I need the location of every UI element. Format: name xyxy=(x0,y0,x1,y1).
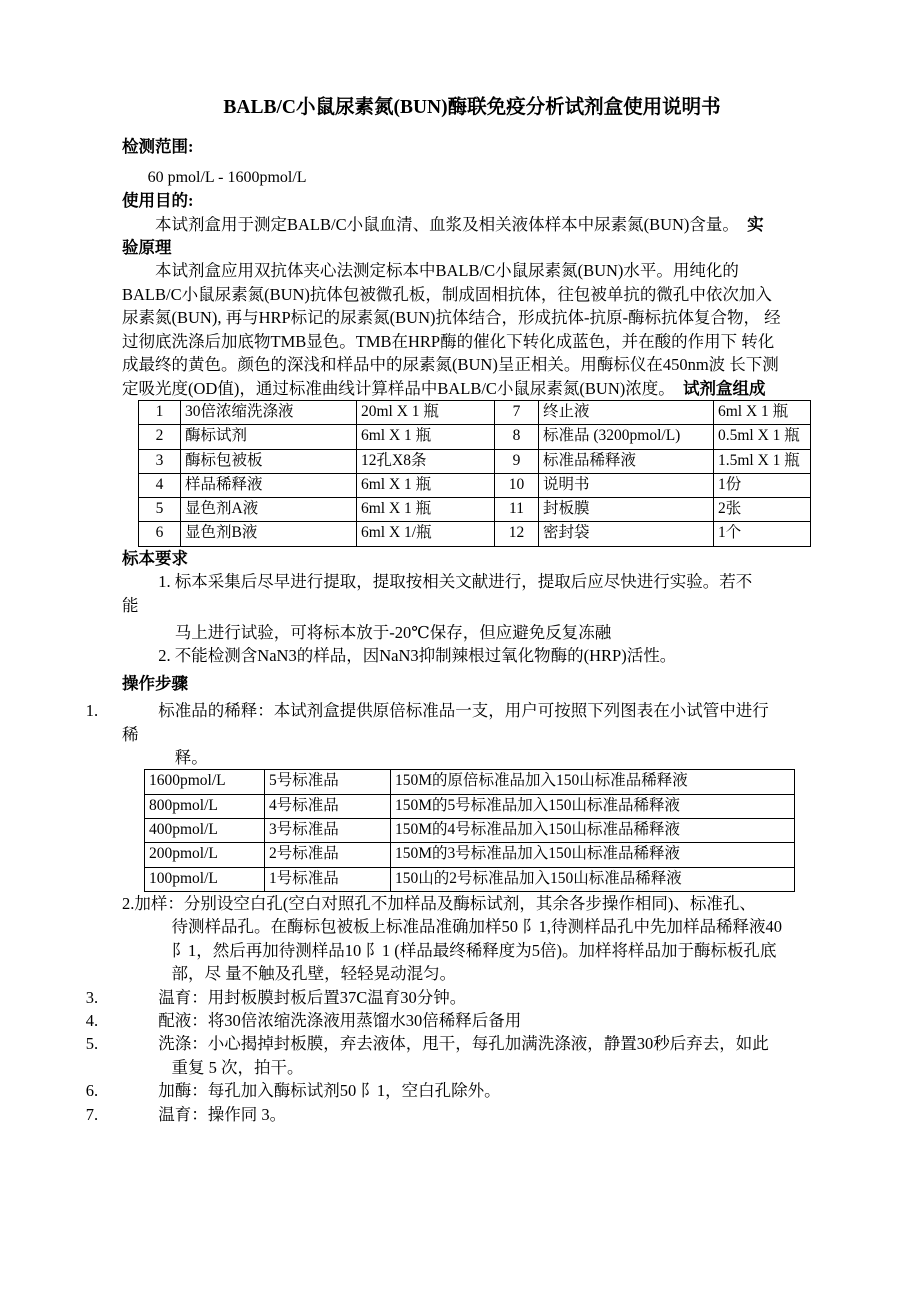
step-1-line2: 稀 xyxy=(122,724,139,744)
step-4-index: 4. xyxy=(85,1011,99,1030)
table-row xyxy=(139,425,811,449)
procedure-step-2 xyxy=(122,892,822,915)
kit-row-name-left: 显色剂B液 xyxy=(181,522,357,546)
std-row-conc: 800pmol/L xyxy=(145,794,265,818)
std-row-desc: 150山的2号标准品加入150山标准品稀释液 xyxy=(391,867,795,891)
step-2-line1: 加样：分别设空白孔(空白对照孔不加样品及酶标试剂，其余各步操作相同)、标准孔、 xyxy=(134,893,756,913)
detection-range-value: 60 pmol/L - 1600pmol/L xyxy=(147,168,307,186)
kit-row-name-right: 标准品稀释液 xyxy=(539,449,714,473)
principle-heading-part2: 验原理 xyxy=(122,238,172,258)
kit-composition-heading: 试剂盒组成 xyxy=(683,378,766,398)
kit-row-no-right: 8 xyxy=(495,425,539,449)
step-7-index: 7. xyxy=(85,1104,99,1124)
kit-row-no-left: 1 xyxy=(139,401,181,425)
table-row xyxy=(139,498,811,522)
table-row xyxy=(139,449,811,473)
step-2-line2: 待测样品孔。在酶标包被板上标准品准确加样50 阝1,待测样品孔中先加样品稀释液40 xyxy=(171,917,782,937)
table-row xyxy=(139,401,811,425)
table-row xyxy=(139,522,811,546)
sample-req-item1-line3: 马上进行试验，可将标本放于-20℃保存，但应避免反复冻融 xyxy=(174,622,612,642)
kit-row-no-right: 11 xyxy=(495,498,539,522)
kit-row-spec-left: 6ml X 1 瓶 xyxy=(357,498,495,522)
standard-dilution-table xyxy=(144,769,795,891)
kit-row-spec-left: 6ml X 1 瓶 xyxy=(357,473,495,497)
kit-row-spec-left: 20ml X 1 瓶 xyxy=(357,401,495,425)
kit-row-spec-left: 6ml X 1/瓶 xyxy=(357,522,495,546)
step-5-line1: 洗涤：小心揭掉封板膜，弃去液体，甩干，每孔加满洗涤液，静置30秒后弃去，如此 xyxy=(158,1034,769,1054)
kit-row-name-right: 标准品 (3200pmol/L) xyxy=(539,425,714,449)
kit-composition-table xyxy=(138,400,811,547)
std-row-conc: 1600pmol/L xyxy=(145,770,265,794)
principle-line-4: 过彻底洗涤后加底物TMB显色。TMB在HRP酶的催化下转化成蓝色，并在酸的作用下 转化 xyxy=(122,331,775,351)
step-2-line3: 阝1，然后再加待测样品10 阝1 (样品最终稀释度为5倍)。加样将样品加于酶标板孔底 xyxy=(171,940,777,960)
kit-row-name-left: 样品稀释液 xyxy=(181,473,357,497)
std-row-desc: 150M的原倍标准品加入150山标准品稀释液 xyxy=(391,770,795,794)
step-2-index: 2. xyxy=(122,893,135,913)
std-row-label: 3号标准品 xyxy=(265,819,391,843)
procedure-step-1 xyxy=(85,699,822,722)
table-row xyxy=(139,473,811,497)
principle-line-6-row xyxy=(122,377,822,400)
detection-range-heading: 检测范围: xyxy=(122,137,194,157)
document-content xyxy=(85,0,822,1126)
table-row xyxy=(145,819,795,843)
kit-row-no-left: 6 xyxy=(139,522,181,546)
kit-row-name-right: 终止液 xyxy=(539,401,714,425)
kit-row-name-right: 封板膜 xyxy=(539,498,714,522)
step-5-index: 5. xyxy=(85,1034,99,1054)
principle-line-5: 成最终的黄色。颜色的深浅和样品中的尿素氮(BUN)呈正相关。用酶标仪在450nm波 长下测 xyxy=(122,355,779,375)
kit-row-no-left: 3 xyxy=(139,449,181,473)
procedure-step-4 xyxy=(85,1009,822,1032)
kit-row-spec-right: 1个 xyxy=(714,522,811,546)
sample-req-item1-line1: 1. 标本采集后尽早进行提取，提取按相关文献进行，提取后应尽快进行实验。若不 xyxy=(158,572,753,592)
kit-row-spec-right: 0.5ml X 1 瓶 xyxy=(714,425,811,449)
std-row-label: 2号标准品 xyxy=(265,843,391,867)
page-title: BALB/C小鼠尿素氮(BUN)酶联免疫分析试剂盒使用说明书 xyxy=(223,97,721,118)
sample-requirements-heading: 标本要求 xyxy=(122,548,188,568)
procedure-step-7 xyxy=(85,1103,822,1126)
std-row-desc: 150M的3号标准品加入150山标准品稀释液 xyxy=(391,843,795,867)
kit-row-no-left: 4 xyxy=(139,473,181,497)
kit-row-no-right: 7 xyxy=(495,401,539,425)
step-6-index: 6. xyxy=(85,1081,99,1101)
std-row-desc: 150M的4号标准品加入150山标准品稀释液 xyxy=(391,819,795,843)
kit-row-no-left: 2 xyxy=(139,425,181,449)
table-row xyxy=(145,770,795,794)
kit-table-body xyxy=(139,401,811,547)
std-table-body xyxy=(145,770,795,891)
kit-row-no-right: 12 xyxy=(495,522,539,546)
kit-row-name-left: 酶标包被板 xyxy=(181,449,357,473)
purpose-body-text: 本试剂盒用于测定BALB/C小鼠血清、血浆及相关液体样本中尿素氮(BUN)含量。 xyxy=(155,214,739,234)
kit-row-spec-right: 2张 xyxy=(714,498,811,522)
principle-heading-part1: 实 xyxy=(747,214,764,234)
step-2-line4: 部，尽 量不触及孔壁，轻轻晃动混匀。 xyxy=(171,964,457,984)
kit-row-name-left: 显色剂A液 xyxy=(181,498,357,522)
kit-row-name-left: 酶标试剂 xyxy=(181,425,357,449)
principle-line-6: 定吸光度(OD值)，通过标准曲线计算样品中BALB/C小鼠尿素氮(BUN)浓度。 xyxy=(122,378,675,398)
table-row xyxy=(145,843,795,867)
kit-row-name-left: 30倍浓缩洗涤液 xyxy=(181,401,357,425)
std-row-label: 5号标准品 xyxy=(265,770,391,794)
kit-row-spec-left: 12孔X8条 xyxy=(357,449,495,473)
procedure-step-6 xyxy=(85,1079,822,1102)
step-3-text: 温育：用封板膜封板后置37C温育30分钟。 xyxy=(158,987,467,1007)
sample-req-item2: 2. 不能检测含NaN3的样品，因NaN3抑制辣根过氧化物酶的(HRP)活性。 xyxy=(158,646,677,666)
std-row-conc: 100pmol/L xyxy=(145,867,265,891)
table-row xyxy=(145,867,795,891)
table-row xyxy=(145,794,795,818)
std-row-conc: 200pmol/L xyxy=(145,843,265,867)
principle-line-1: 本试剂盒应用双抗体夹心法测定标本中BALB/C小鼠尿素氮(BUN)水平。用纯化的 xyxy=(155,261,739,281)
kit-row-no-left: 5 xyxy=(139,498,181,522)
sample-req-item1-line2: 能 xyxy=(122,595,139,615)
procedure-heading: 操作步骤 xyxy=(122,673,188,693)
step-1-line1: 标准品的稀释：本试剂盒提供原倍标准品一支，用户可按照下列图表在小试管中进行 xyxy=(158,701,769,721)
kit-row-name-right: 说明书 xyxy=(539,473,714,497)
step-7-text: 温育：操作同 3。 xyxy=(158,1104,287,1124)
std-row-desc: 150M的5号标准品加入150山标准品稀释液 xyxy=(391,794,795,818)
purpose-heading: 使用目的: xyxy=(122,191,194,211)
std-row-conc: 400pmol/L xyxy=(145,819,265,843)
step-3-index: 3. xyxy=(85,987,99,1007)
step-1-index: 1. xyxy=(85,701,99,721)
kit-row-spec-right: 1.5ml X 1 瓶 xyxy=(714,449,811,473)
kit-row-spec-left: 6ml X 1 瓶 xyxy=(357,425,495,449)
std-row-label: 1号标准品 xyxy=(265,867,391,891)
kit-row-no-right: 9 xyxy=(495,449,539,473)
kit-row-spec-right: 1份 xyxy=(714,473,811,497)
procedure-step-5 xyxy=(85,1032,822,1055)
kit-row-name-right: 密封袋 xyxy=(539,522,714,546)
step-1-line3: 释。 xyxy=(174,748,208,768)
principle-line-3: 尿素氮(BUN), 再与HRP标记的尿素氮(BUN)抗体结合，形成抗体-抗原-酶标抗体复合物， 经 xyxy=(122,308,781,328)
kit-row-spec-right: 6ml X 1 瓶 xyxy=(714,401,811,425)
principle-line-2: BALB/C小鼠尿素氮(BUN)抗体包被微孔板，制成固相抗体，往包被单抗的微孔中依次加入 xyxy=(122,284,772,304)
step-5-line2: 重复 5 次，拍干。 xyxy=(171,1057,304,1077)
purpose-body xyxy=(122,213,822,236)
procedure-step-3 xyxy=(85,986,822,1009)
step-6-text: 加酶：每孔加入酶标试剂50 阝1，空白孔除外。 xyxy=(158,1081,501,1101)
kit-row-no-right: 10 xyxy=(495,473,539,497)
step-4-text: 配液：将30倍浓缩洗涤液用蒸馏水30倍稀释后备用 xyxy=(158,1011,522,1030)
std-row-label: 4号标准品 xyxy=(265,794,391,818)
